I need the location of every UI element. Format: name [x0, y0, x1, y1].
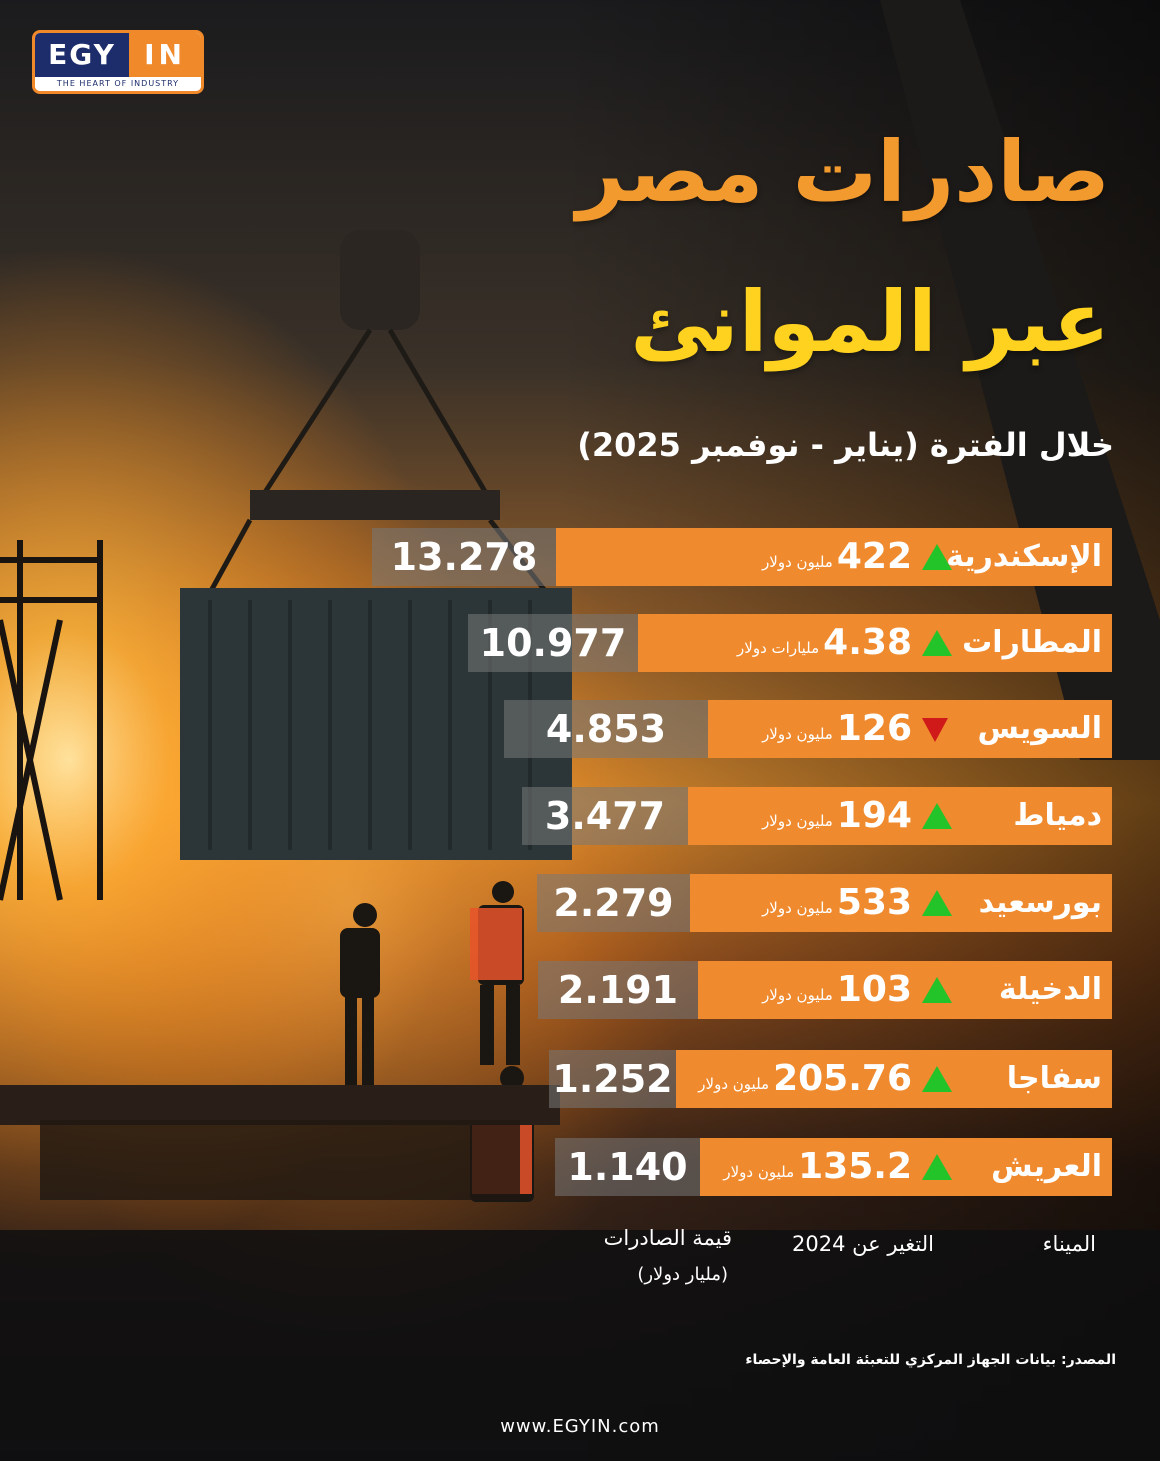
port-row-bar [700, 1138, 1112, 1196]
change-unit: مليارات دولار [737, 639, 820, 657]
website-url: www.EGYIN.com [500, 1416, 660, 1437]
change-unit: مليون دولار [698, 1075, 770, 1093]
change-unit: مليون دولار [762, 725, 833, 743]
exports-value: 10.977 [479, 621, 627, 665]
port-row-bar [638, 614, 1112, 672]
change-value: 135.2 [798, 1146, 912, 1187]
column-header-port: الميناء [1042, 1232, 1096, 1256]
title-line-1: صادرات مصر [576, 123, 1110, 221]
up-arrow-icon [922, 1154, 952, 1180]
exports-value: 2.279 [553, 881, 674, 925]
column-header-exports-unit: (مليار دولار) [637, 1264, 728, 1285]
source-note: المصدر: بيانات الجهاز المركزي للتعبئة العامة والإحصاء [745, 1352, 1116, 1368]
logo-wordmark [35, 33, 201, 77]
port-name: العريش [991, 1149, 1102, 1184]
up-arrow-icon [922, 1066, 952, 1092]
port-row-bar [688, 787, 1112, 845]
port-name: سفاجا [1006, 1061, 1102, 1096]
change-value: 205.76 [773, 1058, 912, 1099]
exports-value: 13.278 [390, 535, 538, 579]
up-arrow-icon [922, 803, 952, 829]
logo-tagline: THE HEART OF INDUSTRY [35, 77, 201, 91]
up-arrow-icon [922, 890, 952, 916]
change-unit: مليون دولار [762, 812, 833, 830]
subtitle: خلال الفترة (يناير - نوفمبر 2025) [577, 426, 1114, 464]
up-arrow-icon [922, 977, 952, 1003]
exports-value: 4.853 [545, 707, 667, 751]
change-unit: مليون دولار [762, 553, 833, 571]
port-row-bar [556, 528, 1112, 586]
change-value: 194 [836, 795, 912, 836]
port-name: الإسكندرية [946, 539, 1102, 574]
port-name: الدخيلة [998, 972, 1102, 1007]
exports-value: 1.252 [552, 1057, 673, 1101]
port-row-bar [698, 961, 1112, 1019]
port-name: دمياط [1013, 798, 1102, 833]
change-value: 126 [836, 708, 912, 749]
change-unit: مليون دولار [762, 986, 833, 1004]
down-arrow-icon [922, 718, 948, 742]
exports-value: 1.140 [567, 1145, 688, 1189]
port-name: بورسعيد [978, 885, 1102, 920]
change-value: 533 [836, 882, 912, 923]
exports-value: 2.191 [557, 968, 679, 1012]
port-row-bar [690, 874, 1112, 932]
port-name: المطارات [962, 625, 1102, 660]
column-header-exports: قيمة الصادرات [603, 1226, 732, 1250]
up-arrow-icon [922, 544, 952, 570]
up-arrow-icon [922, 630, 952, 656]
change-value: 422 [836, 536, 912, 577]
change-unit: مليون دولار [723, 1163, 795, 1181]
logo-egy-text: EGY [35, 33, 129, 77]
port-row-bar [676, 1050, 1112, 1108]
title-line-2: عبر الموانئ [630, 273, 1110, 371]
change-value: 103 [836, 969, 912, 1010]
port-row-bar [708, 700, 1112, 758]
exports-value: 3.477 [544, 794, 666, 838]
change-value: 4.38 [823, 622, 912, 663]
logo-in-text: IN [129, 33, 201, 77]
change-unit: مليون دولار [762, 899, 833, 917]
egyin-logo [32, 30, 204, 94]
port-name: السويس [977, 711, 1102, 746]
column-header-change: التغير عن 2024 [792, 1232, 934, 1256]
